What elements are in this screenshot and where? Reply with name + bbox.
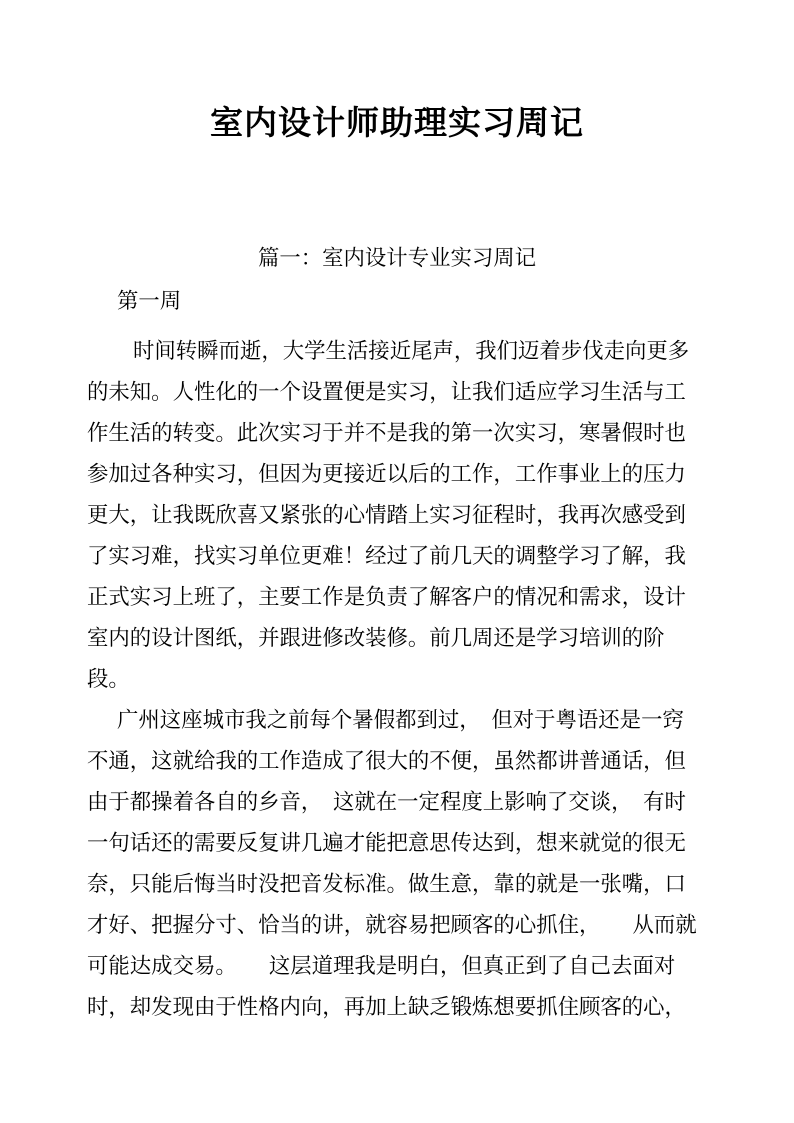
text-line: 不通，这就给我的工作造成了很大的不便，虽然都讲普通话，但 xyxy=(87,749,686,773)
text-line: 正式实习上班了，主要工作是负责了解客户的情况和需求，设计 xyxy=(87,585,686,609)
section-subtitle: 篇一：室内设计专业实习周记 xyxy=(257,246,537,270)
document-title: 室内设计师助理实习周记 xyxy=(210,106,584,142)
text-line: 时，却发现由于性格内向，再加上缺乏锻炼想要抓住顾客的心， xyxy=(87,995,686,1019)
document-body xyxy=(87,331,711,1028)
text-line: 段。 xyxy=(87,667,130,691)
text-line: 更大，让我既欣喜又紧张的心情踏上实习征程时，我再次感受到 xyxy=(87,503,686,527)
text-line: 参加过各种实习，但因为更接近以后的工作，工作事业上的压力 xyxy=(87,462,686,486)
text-line: 广州这座城市我之前每个暑假都到过， 但对于粤语还是一窍 xyxy=(117,708,684,732)
section-heading: 第一周 xyxy=(117,289,182,313)
text-line: 由于都操着各自的乡音， 这就在一定程度上影响了交谈， 有时 xyxy=(87,790,686,814)
text-line: 一句话还的需要反复讲几遍才能把意思传达到，想来就觉的很无 xyxy=(87,831,686,855)
text-line: 时间转瞬而逝，大学生活接近尾声，我们迈着步伐走向更多 xyxy=(133,339,690,363)
text-line: 奈，只能后悔当时没把音发标准。做生意，靠的就是一张嘴，口 xyxy=(87,872,686,896)
text-line: 才好、把握分寸、恰当的讲，就容易把顾客的心抓住， 从而就 xyxy=(87,913,697,937)
text-line: 了实习难，找实习单位更难！经过了前几天的调整学习了解，我 xyxy=(87,544,686,568)
text-line: 作生活的转变。此次实习于并不是我的第一次实习，寒暑假时也 xyxy=(87,421,686,445)
text-line: 可能达成交易。 这层道理我是明白，但真正到了自己去面对 xyxy=(87,954,676,978)
text-line: 的未知。人性化的一个设置便是实习，让我们适应学习生活与工 xyxy=(87,380,686,404)
text-line: 室内的设计图纸，并跟进修改装修。前几周还是学习培训的阶 xyxy=(87,626,665,650)
